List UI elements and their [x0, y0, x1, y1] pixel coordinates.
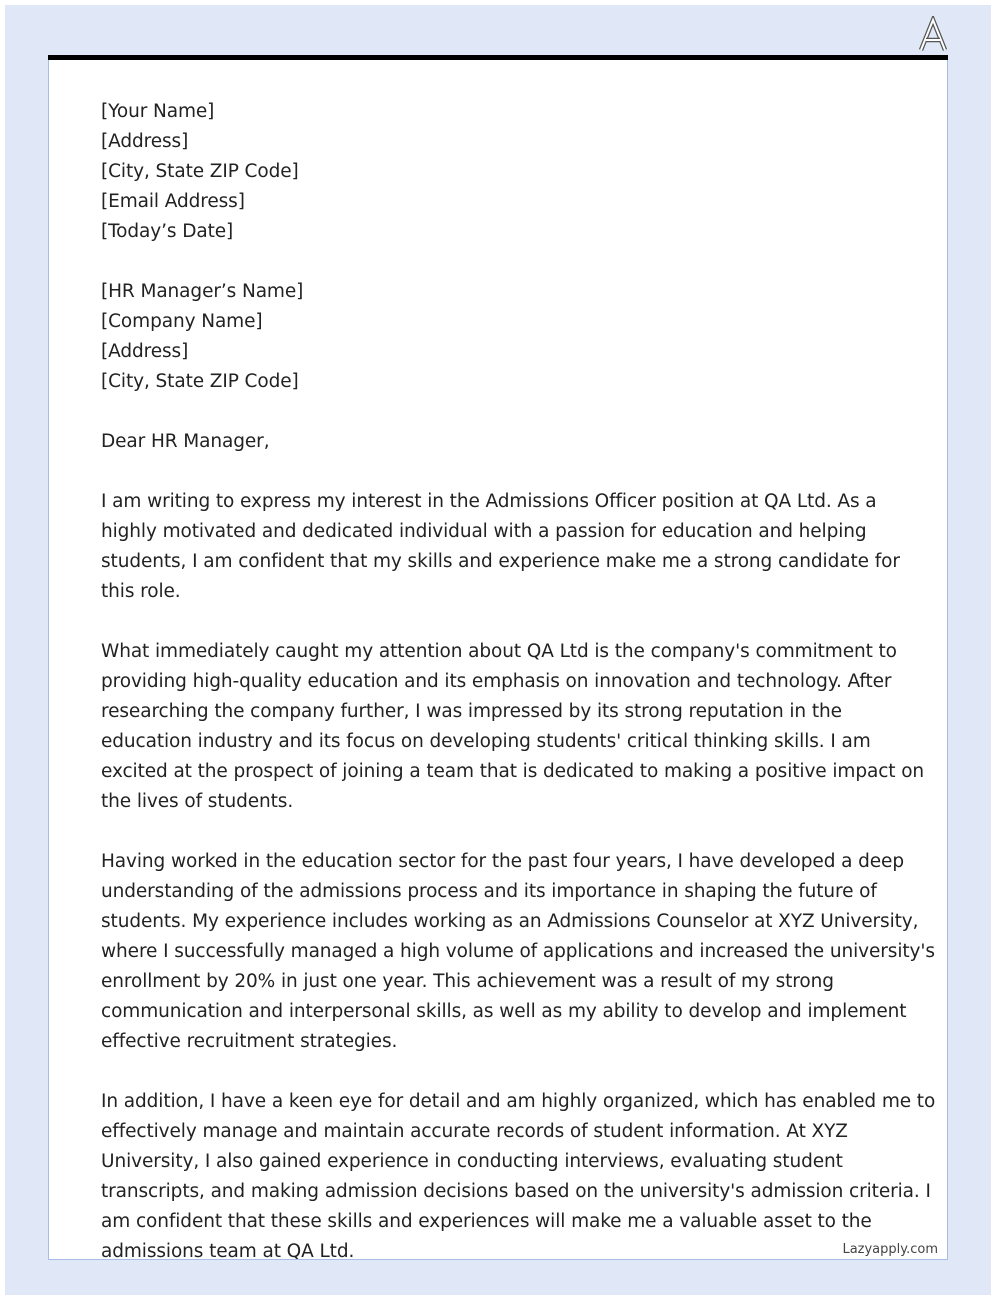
paragraph-line: enrollment by 20% in just one year. This achievement was a result of my strong: [101, 971, 834, 992]
paragraph-line: transcripts, and making admission decisions based on the university's admission criteria. I: [101, 1181, 931, 1202]
paragraph-line: students, I am confident that my skills and experience make me a strong candidate for: [101, 551, 900, 572]
paragraph-line: excited at the prospect of joining a team that is dedicated to making a positive impact on: [101, 761, 925, 782]
paragraph-line: students. My experience includes working as an Admissions Counselor at XYZ University,: [101, 911, 919, 932]
sender-city-state-zip: [City, State ZIP Code]: [101, 161, 299, 182]
sender-email: [Email Address]: [101, 191, 245, 212]
paragraph-line: effective recruitment strategies.: [101, 1031, 398, 1052]
paragraph-line: highly motivated and dedicated individual with a passion for education and helping: [101, 521, 867, 542]
lazyapply-logo-icon: [916, 16, 950, 54]
letter-page: [48, 60, 948, 1260]
recipient-company: [Company Name]: [101, 311, 263, 332]
paragraph-line: admissions team at QA Ltd.: [101, 1241, 355, 1260]
paragraph-line: communication and interpersonal skills, as well as my ability to develop and implement: [101, 1001, 907, 1022]
watermark: Lazyapply.com: [842, 1242, 938, 1257]
recipient-block: [101, 277, 901, 397]
sender-address: [Address]: [101, 131, 189, 152]
paragraph-line: providing high-quality education and its emphasis on innovation and technology. After: [101, 671, 892, 692]
salutation: Dear HR Manager,: [101, 431, 270, 452]
sender-block: [101, 97, 901, 247]
paragraph-1: [101, 487, 901, 607]
recipient-address: [Address]: [101, 341, 189, 362]
paragraph-2: [101, 637, 925, 817]
recipient-city-state-zip: [City, State ZIP Code]: [101, 371, 299, 392]
paragraph-4: [101, 1087, 936, 1260]
paragraph-line: understanding of the admissions process and its importance in shaping the future of: [101, 881, 877, 902]
paragraph-line: effectively manage and maintain accurate records of student information. At XYZ: [101, 1121, 848, 1142]
paragraph-line: University, I also gained experience in conducting interviews, evaluating student: [101, 1151, 843, 1172]
paragraph-line: this role.: [101, 581, 181, 602]
paragraph-line: Having worked in the education sector for the past four years, I have developed a deep: [101, 851, 904, 872]
paragraph-line: education industry and its focus on developing students' critical thinking skills. I am: [101, 731, 871, 752]
letter-content: [101, 97, 936, 1260]
recipient-manager-name: [HR Manager’s Name]: [101, 281, 304, 302]
paragraph-line: the lives of students.: [101, 791, 294, 812]
paragraph-line: I am writing to express my interest in the Admissions Officer position at QA Ltd. As a: [101, 491, 877, 512]
paragraph-line: What immediately caught my attention about QA Ltd is the company's commitment to: [101, 641, 897, 662]
paragraph-line: where I successfully managed a high volume of applications and increased the university's: [101, 941, 935, 962]
sender-name: [Your Name]: [101, 101, 215, 122]
paragraph-line: am confident that these skills and experiences will make me a valuable asset to the: [101, 1211, 872, 1232]
paragraph-line: In addition, I have a keen eye for detail and am highly organized, which has enabled me to: [101, 1091, 936, 1112]
paragraph-3: [101, 847, 935, 1057]
paragraph-line: researching the company further, I was impressed by its strong reputation in the: [101, 701, 842, 722]
sender-date: [Today’s Date]: [101, 221, 234, 242]
